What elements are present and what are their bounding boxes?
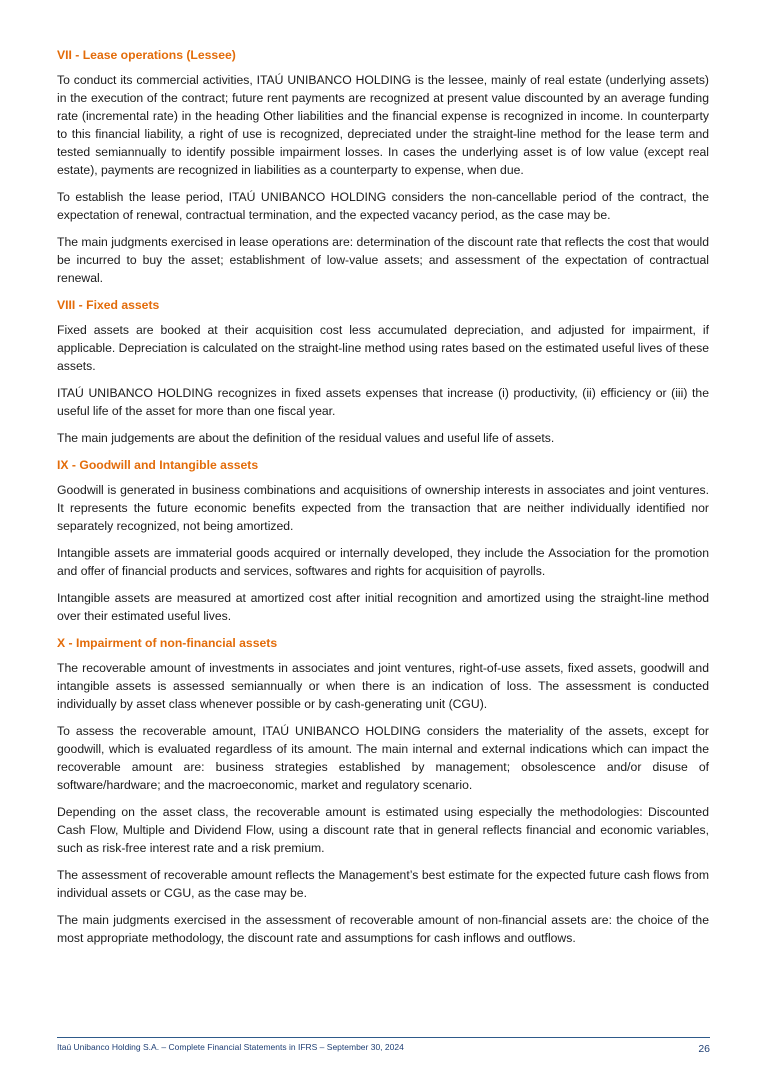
paragraph: To establish the lease period, ITAÚ UNIBANCO HOLDING considers the non-cancellable period of the contract, the expectation of renewal, contractual termination, and the expected vacancy period, as the case may be. <box>57 190 709 222</box>
page-number: 26 <box>698 1043 710 1055</box>
paragraph: The assessment of recoverable amount reflects the Management’s best estimate for the expected future cash flows from individual assets or CGU, as the case may be. <box>57 868 709 900</box>
paragraph: To conduct its commercial activities, ITAÚ UNIBANCO HOLDING is the lessee, mainly of real estate (underlying assets) in the execution of the contract; future rent payments are recognized at present value discounted by an average funding rate (incremental rate) in the heading Other liabilities and the financial expense is recognized in income. In counterparty to this financial liability, a right of use is recognized, depreciated under the straight-line method for the lease term and tested semiannually to identify possible impairment losses. In cases the underlying asset is of low value (except real estate), payments are recognized in liabilities as a counterparty to expense, when due. <box>57 73 709 177</box>
paragraph: ITAÚ UNIBANCO HOLDING recognizes in fixed assets expenses that increase (i) productivity, (ii) efficiency or (iii) the useful life of the asset for more than one fiscal year. <box>57 386 709 418</box>
paragraph: Fixed assets are booked at their acquisition cost less accumulated depreciation, and adjusted for impairment, if applicable. Depreciation is calculated on the straight-line method using rates based on the estimated useful lives of these assets. <box>57 323 709 373</box>
paragraph: Intangible assets are measured at amortized cost after initial recognition and amortized using the straight-line method over their estimated useful lives. <box>57 591 709 623</box>
section-heading: VIII - Fixed assets <box>57 298 160 312</box>
paragraph: Depending on the asset class, the recoverable amount is estimated using especially the methodologies: Discounted Cash Flow, Multiple and Dividend Flow, using a discount rate that in general reflects financial and economic variables, such as risk-free interest rate and a risk premium. <box>57 805 709 855</box>
paragraph: Intangible assets are immaterial goods acquired or internally developed, they include the Association for the promotion and offer of financial products and services, softwares and rights for acquisition of payrolls. <box>57 546 709 578</box>
paragraph: The main judgments exercised in the assessment of recoverable amount of non-financial assets are: the choice of the most appropriate methodology, the discount rate and assumptions for cash inflows and outflows. <box>57 913 709 945</box>
section-heading: X - Impairment of non-financial assets <box>57 636 278 650</box>
section-goodwill-intangible <box>57 456 709 625</box>
paragraph: The recoverable amount of investments in associates and joint ventures, right-of-use assets, fixed assets, goodwill and intangible assets is assessed semiannually or when there is an indication of loss. The assessment is conducted individually by asset class whenever possible or by cash-generating unit (CGU). <box>57 661 709 711</box>
section-fixed-assets <box>57 296 709 447</box>
paragraph: Goodwill is generated in business combinations and acquisitions of ownership interests in associates and joint ventures. It represents the future economic benefits expected from the transaction that are neither individually identified nor separately recognized, not being amortized. <box>57 483 709 533</box>
section-heading: VII - Lease operations (Lessee) <box>57 48 236 62</box>
footer-text: Itaú Unibanco Holding S.A. – Complete Financial Statements in IFRS – September 30, 2024 <box>57 1042 404 1052</box>
section-heading: IX - Goodwill and Intangible assets <box>57 458 259 472</box>
section-lease-operations <box>57 46 709 287</box>
paragraph: The main judgments exercised in lease operations are: determination of the discount rate that reflects the cost that would be incurred to buy the asset; establishment of low-value assets; and assessment of the expectation of contractual renewal. <box>57 235 709 285</box>
document-body <box>57 46 709 956</box>
section-impairment <box>57 634 709 947</box>
paragraph: To assess the recoverable amount, ITAÚ UNIBANCO HOLDING considers the materiality of the assets, except for goodwill, which is evaluated regardless of its amount. The main internal and external indications which can impact the recoverable amount are: business strategies established by management; obsolescence and/or disuse of software/hardware; and the macroeconomic, market and regulatory scenario. <box>57 724 709 792</box>
paragraph: The main judgements are about the definition of the residual values and useful life of assets. <box>57 431 555 445</box>
page-footer <box>57 1037 710 1058</box>
